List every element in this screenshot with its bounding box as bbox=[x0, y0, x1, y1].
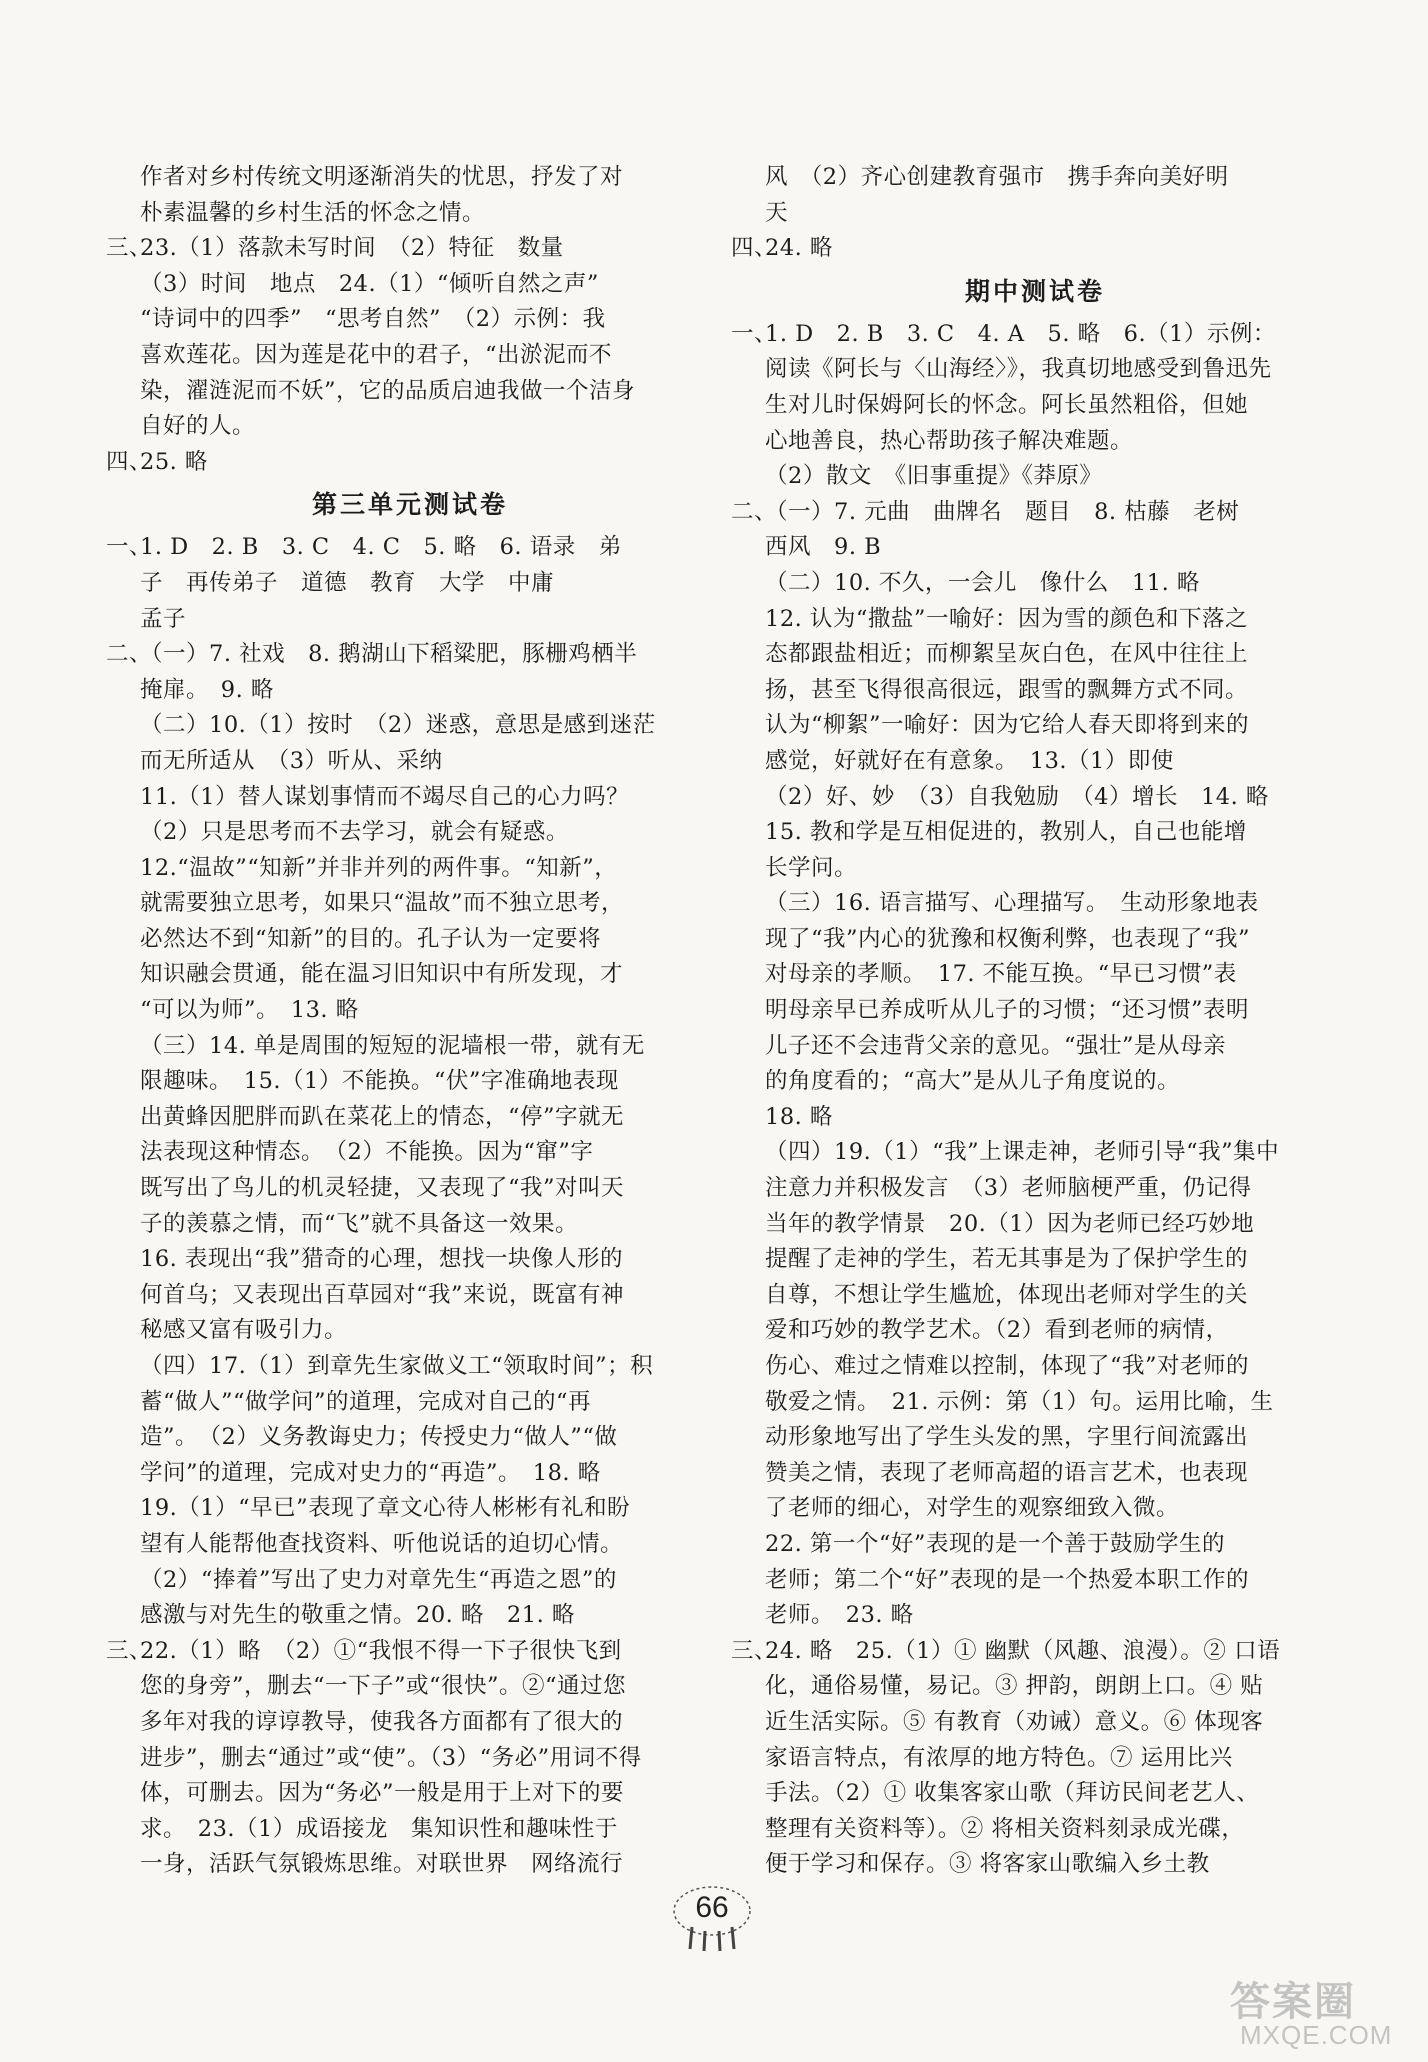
answer-line bbox=[140, 1171, 680, 1207]
answer-text: “诗词中的四季” “思考自然” （2）示例：我 bbox=[140, 306, 606, 333]
answer-text: （三）16. 语言描写、心理描写。 生动形象地表 bbox=[765, 890, 1259, 917]
answer-line bbox=[765, 1349, 1305, 1385]
answer-text: 伤心、难过之情难以控制，体现了“我”对老师的 bbox=[765, 1353, 1250, 1379]
answer-text: 24. 略 bbox=[765, 235, 833, 262]
answer-text: 进步”，删去“通过”或“使”。（3）“务必”用词不得 bbox=[140, 1744, 642, 1771]
answer-line bbox=[765, 851, 1305, 887]
answer-line bbox=[765, 922, 1305, 958]
answer-text: 25. 略 bbox=[140, 448, 208, 475]
answer-text: 15. 教和学是互相促进的，教别人，自己也能增 bbox=[765, 819, 1247, 846]
answer-text: （四）17.（1）到章先生家做义工“领取时间”；积 bbox=[140, 1353, 654, 1379]
section-title: 期中测试卷 bbox=[964, 276, 1105, 306]
answer-line bbox=[765, 1705, 1305, 1741]
answer-line bbox=[140, 744, 680, 780]
answer-text: 掩扉。 9. 略 bbox=[140, 676, 274, 703]
right-column bbox=[731, 160, 1305, 1883]
answer-line bbox=[765, 886, 1305, 922]
answer-text: 19.（1）“早已”表现了章文心待人彬彬有礼和盼 bbox=[140, 1495, 631, 1522]
answer-line bbox=[140, 815, 680, 851]
answer-line bbox=[765, 673, 1305, 709]
answer-line bbox=[106, 445, 680, 481]
answer-text: 动形象地写出了学生头发的黑，字里行间流露出 bbox=[765, 1424, 1249, 1451]
answer-line bbox=[765, 196, 1305, 232]
answer-text: 23.（1）落款未写时间 （2）特征 数量 bbox=[140, 235, 564, 262]
answer-line bbox=[765, 160, 1305, 196]
answer-text: （一）7. 元曲 曲牌名 题目 8. 枯藤 老树 bbox=[765, 498, 1240, 525]
answer-line bbox=[140, 886, 680, 922]
answer-line bbox=[106, 530, 680, 566]
answer-line bbox=[140, 1100, 680, 1136]
answer-text: 自尊，不想让学生尴尬，体现出老师对学生的关 bbox=[765, 1281, 1249, 1308]
answer-line bbox=[140, 1135, 680, 1171]
answer-text: 18. 略 bbox=[765, 1103, 833, 1130]
answer-line bbox=[765, 1135, 1305, 1171]
answer-line bbox=[140, 851, 680, 887]
answer-line bbox=[140, 1456, 680, 1492]
answer-text: 的角度看的；“高大”是从儿子角度说的。 bbox=[765, 1068, 1181, 1095]
answer-line bbox=[765, 1171, 1305, 1207]
answer-line bbox=[140, 1313, 680, 1349]
answer-text: 就需要独立思考，如果只“温故”而不独立思考， bbox=[140, 890, 625, 917]
watermark-url: MXQE.COM bbox=[1240, 2020, 1393, 2050]
answer-text: 1. D 2. B 3. C 4. C 5. 略 6. 语录 弟 bbox=[140, 534, 622, 561]
answer-text: （3）时间 地点 24.（1）“倾听自然之声” bbox=[140, 270, 599, 297]
answer-line bbox=[765, 1812, 1305, 1848]
answer-text: 天 bbox=[765, 199, 789, 226]
answer-line bbox=[140, 1563, 680, 1599]
answer-text: 限趣味。 15.（1）不能换。“伏”字准确地表现 bbox=[140, 1068, 619, 1095]
answer-text: 望有人能帮他查找资料、听他说话的迫切心情。 bbox=[140, 1530, 624, 1557]
answer-line bbox=[140, 957, 680, 993]
answer-text: 知识融会贯通，能在温习旧知识中有所发现，才 bbox=[140, 961, 624, 988]
section-number: 三、 bbox=[106, 1637, 153, 1664]
answer-line bbox=[765, 1669, 1305, 1705]
answer-text: 您的身旁”，删去“一下子”或“很快”。②“通过您 bbox=[140, 1673, 627, 1700]
answer-line bbox=[140, 1812, 680, 1848]
answer-line bbox=[765, 637, 1305, 673]
answer-text: 态都跟盐相近；而柳絮呈灰白色，在风中往往上 bbox=[765, 641, 1249, 668]
answer-text: 一身，活跃气氛锻炼思维。对联世界 网络流行 bbox=[140, 1851, 624, 1878]
answer-line bbox=[765, 1313, 1305, 1349]
answer-text: （二）10.（1）按时 （2）迷惑，意思是感到迷茫 bbox=[140, 712, 656, 739]
answer-text: 老师。 23. 略 bbox=[765, 1602, 914, 1629]
section-number: 二、 bbox=[106, 641, 153, 668]
answer-text: 蓄“做人”“做学问”的道理，完成对自己的“再 bbox=[140, 1388, 592, 1415]
answer-text: 多年对我的谆谆教导，使我各方面都有了很大的 bbox=[140, 1708, 624, 1735]
answer-text: 22. 第一个“好”表现的是一个善于鼓励学生的 bbox=[765, 1530, 1225, 1557]
answer-line bbox=[140, 1741, 680, 1777]
answer-text: 儿子还不会违背父亲的意见。“强壮”是从母亲 bbox=[765, 1032, 1227, 1059]
answer-line bbox=[765, 1598, 1305, 1634]
answer-line bbox=[731, 317, 1305, 353]
answer-text: 学问”的道理，完成对史力的“再造”。 18. 略 bbox=[140, 1459, 601, 1486]
answer-text: 了老师的细心，对学生的观察细致入微。 bbox=[765, 1495, 1180, 1522]
answer-line bbox=[140, 1385, 680, 1421]
answer-line bbox=[140, 566, 680, 602]
answer-line bbox=[765, 530, 1305, 566]
answer-text: 24. 略 25.（1）① 幽默（风趣、浪漫）。② 口语 bbox=[765, 1637, 1281, 1664]
answer-text: 孟子 bbox=[140, 605, 187, 632]
answer-text: （二）10. 不久，一会儿 像什么 11. 略 bbox=[765, 569, 1200, 596]
section-number: 四、 bbox=[106, 448, 153, 475]
answer-line bbox=[140, 1491, 680, 1527]
answer-line bbox=[765, 1491, 1305, 1527]
answer-line bbox=[765, 744, 1305, 780]
answer-line bbox=[140, 374, 680, 410]
answer-line bbox=[140, 1705, 680, 1741]
answer-line bbox=[765, 1847, 1305, 1883]
answer-line bbox=[140, 1207, 680, 1243]
answer-line bbox=[140, 993, 680, 1029]
section-number: 三、 bbox=[731, 1637, 778, 1664]
answer-line bbox=[765, 1100, 1305, 1136]
answer-line bbox=[140, 673, 680, 709]
answer-text: （2）只是思考而不去学习，就会有疑惑。 bbox=[140, 819, 569, 846]
answer-text: 便于学习和保存。③ 将客家山歌编入乡土教 bbox=[765, 1851, 1210, 1878]
answer-line bbox=[765, 780, 1305, 816]
answer-text: 12.“温故”“知新”并非并列的两件事。“知新”， bbox=[140, 854, 618, 881]
answer-text: 既写出了鸟儿的机灵轻捷，又表现了“我”对叫天 bbox=[140, 1175, 625, 1202]
answer-line bbox=[765, 1278, 1305, 1314]
answer-line bbox=[731, 495, 1305, 531]
answer-line bbox=[765, 1064, 1305, 1100]
answer-text: 现了“我”内心的犹豫和权衡利弊，也表现了“我” bbox=[765, 925, 1251, 952]
answer-text: 1. D 2. B 3. C 4. A 5. 略 6.（1）示例： bbox=[765, 320, 1276, 347]
answer-text: 16. 表现出“我”猎奇的心理，想找一块像人形的 bbox=[140, 1246, 623, 1273]
answer-text: 对母亲的孝顺。 17. 不能互换。“早已习惯”表 bbox=[765, 961, 1237, 988]
watermark-text: 答案圈 bbox=[1230, 1979, 1356, 2025]
answer-line bbox=[140, 1847, 680, 1883]
answer-text: 何首乌；又表现出百草园对“我”来说，既富有神 bbox=[140, 1281, 625, 1308]
answer-text: 作者对乡村传统文明逐渐消失的忧思，抒发了对 bbox=[140, 164, 624, 190]
page-number-badge bbox=[657, 1883, 767, 1953]
answer-text: 近生活实际。⑤ 有教育（劝诫）意义。⑥ 体现客 bbox=[765, 1708, 1264, 1735]
answer-text: 长学问。 bbox=[765, 854, 858, 881]
answer-line bbox=[140, 1064, 680, 1100]
answer-line bbox=[731, 1634, 1305, 1670]
answer-line bbox=[140, 1669, 680, 1705]
answer-text: 赞美之情，表现了老师高超的语言艺术，也表现 bbox=[765, 1459, 1249, 1486]
answer-text: （四）19.（1）“我”上课走神，老师引导“我”集中 bbox=[765, 1139, 1280, 1166]
answer-line bbox=[140, 409, 680, 445]
answer-text: 法表现这种情态。 （2）不能换。因为“窜”字 bbox=[140, 1139, 594, 1166]
answer-text: 12. 认为“撒盐”一喻好：因为雪的颜色和下落之 bbox=[765, 605, 1248, 632]
answer-text: 扬，甚至飞得很高很远，跟雪的飘舞方式不同。 bbox=[765, 676, 1249, 703]
answer-text: 喜欢莲花。因为莲是花中的君子，“出淤泥而不 bbox=[140, 341, 613, 368]
answer-line bbox=[140, 1278, 680, 1314]
answer-line bbox=[765, 388, 1305, 424]
answer-text: 感激与对先生的敬重之情。20. 略 21. 略 bbox=[140, 1602, 575, 1629]
answer-line bbox=[765, 1029, 1305, 1065]
section-number: 一、 bbox=[106, 534, 153, 561]
answer-text: （一）7. 社戏 8. 鹅湖山下稻粱肥，豚栅鸡栖半 bbox=[140, 641, 638, 668]
answer-text: 求。 23.（1）成语接龙 集知识性和趣味性于 bbox=[140, 1815, 618, 1842]
answer-line bbox=[140, 160, 680, 196]
answer-line bbox=[765, 459, 1305, 495]
answer-text: 造”。 （2）义务教诲史力；传授史力“做人”“做 bbox=[140, 1424, 618, 1451]
answer-text: 手法。（2）① 收集客家山歌（拜访民间老艺人、 bbox=[765, 1780, 1260, 1807]
page-number: 66 bbox=[695, 1891, 729, 1924]
answer-text: 整理有关资料等）。② 将相关资料刻录成光碟， bbox=[765, 1815, 1245, 1842]
answer-line bbox=[765, 352, 1305, 388]
answer-text: 朴素温馨的乡村生活的怀念之情。 bbox=[140, 199, 486, 226]
answer-text: 染，濯涟泥而不妖”，它的品质启迪我做一个洁身 bbox=[140, 377, 636, 404]
section-number: 三、 bbox=[106, 235, 153, 262]
answer-line bbox=[765, 1527, 1305, 1563]
answer-line bbox=[765, 1456, 1305, 1492]
answer-text: 认为“柳絮”一喻好：因为它给人春天即将到来的 bbox=[765, 712, 1250, 739]
section-number: 一、 bbox=[731, 320, 778, 347]
answer-line bbox=[765, 1420, 1305, 1456]
answer-line bbox=[765, 1776, 1305, 1812]
answer-line bbox=[106, 1634, 680, 1670]
answer-text: 11.（1）替人谋划事情而不竭尽自己的心力吗？ bbox=[140, 783, 630, 810]
answer-line bbox=[140, 1776, 680, 1812]
answer-line bbox=[140, 1598, 680, 1634]
answer-text: 阅读《阿长与〈山海经〉》，我真切地感受到鲁迅先 bbox=[765, 356, 1272, 383]
watermark-logo bbox=[1230, 1970, 1420, 2055]
answer-text: 而无所适从 （3）听从、采纳 bbox=[140, 747, 443, 774]
answer-text: （2）好、妙 （3）自我勉励 （4）增长 14. 略 bbox=[765, 783, 1269, 810]
answer-text: 秘感又富有吸引力。 bbox=[140, 1317, 348, 1344]
answer-text: 注意力并积极发言 （3）老师脑梗严重，仍记得 bbox=[765, 1175, 1252, 1202]
answer-line bbox=[140, 922, 680, 958]
answer-text: 敬爱之情。 21. 示例：第（1）句。运用比喻，生 bbox=[765, 1388, 1274, 1415]
answer-line bbox=[765, 1741, 1305, 1777]
answer-line bbox=[765, 815, 1305, 851]
answer-line bbox=[140, 1527, 680, 1563]
answer-text: 子的羡慕之情，而“飞”就不具备这一效果。 bbox=[140, 1210, 579, 1237]
answer-text: 自好的人。 bbox=[140, 413, 256, 440]
answer-text: 22.（1）略 （2）①“我恨不得一下子很快飞到 bbox=[140, 1637, 622, 1664]
answer-line bbox=[140, 1349, 680, 1385]
answer-line bbox=[140, 1242, 680, 1278]
answer-line bbox=[140, 196, 680, 232]
answer-text: （2）“捧着”写出了史力对章先生“再造之恩”的 bbox=[140, 1566, 617, 1593]
answer-line bbox=[765, 1385, 1305, 1421]
answer-line bbox=[140, 338, 680, 374]
answer-text: 子 再传弟子 道德 教育 大学 中庸 bbox=[140, 569, 555, 596]
left-column bbox=[106, 160, 680, 1883]
answer-line bbox=[765, 1207, 1305, 1243]
answer-line bbox=[106, 637, 680, 673]
answer-text: （三）14. 单是周围的短短的泥墙根一带，就有无 bbox=[140, 1032, 645, 1059]
answer-line bbox=[106, 231, 680, 267]
answer-text: 感觉，好就好在有意象。 13.（1）即使 bbox=[765, 747, 1174, 774]
answer-line bbox=[140, 267, 680, 303]
answer-text: 西风 9. B bbox=[765, 534, 882, 561]
answer-text: 当年的教学情景 20.（1）因为老师已经巧妙地 bbox=[765, 1210, 1255, 1237]
answer-text: 心地善良，热心帮助孩子解决难题。 bbox=[765, 427, 1134, 454]
answer-text: 生对儿时保姆阿长的怀念。阿长虽然粗俗，但她 bbox=[765, 391, 1249, 418]
answer-line bbox=[765, 566, 1305, 602]
section-title: 第三单元测试卷 bbox=[311, 490, 508, 520]
section-number: 四、 bbox=[731, 235, 778, 262]
answer-line bbox=[765, 1242, 1305, 1278]
answer-text: 风 （2）齐心创建教育强市 携手奔向美好明 bbox=[765, 164, 1229, 190]
answer-line bbox=[731, 231, 1305, 267]
answer-text: 出黄蜂因肥胖而趴在菜花上的情态，“停”字就无 bbox=[140, 1103, 625, 1130]
answer-text: （2）散文 《旧事重提》《莽原》 bbox=[765, 463, 1103, 490]
answer-text: 必然达不到“知新”的目的。孔子认为一定要将 bbox=[140, 925, 602, 952]
answer-line bbox=[765, 1563, 1305, 1599]
answer-line bbox=[140, 780, 680, 816]
answer-text: 爱和巧妙的教学艺术。（2）看到老师的病情， bbox=[765, 1317, 1229, 1344]
answer-text: 化，通俗易懂，易记。③ 押韵，朗朗上口。④ 贴 bbox=[765, 1673, 1264, 1700]
answer-line bbox=[140, 302, 680, 338]
answer-line bbox=[140, 1420, 680, 1456]
answer-text: 提醒了走神的学生，若无其事是为了保护学生的 bbox=[765, 1246, 1249, 1273]
answer-text: 老师；第二个“好”表现的是一个热爱本职工作的 bbox=[765, 1566, 1250, 1593]
answer-line bbox=[140, 602, 680, 638]
answer-text: 家语言特点，有浓厚的地方特色。⑦ 运用比兴 bbox=[765, 1744, 1233, 1771]
section-number: 二、 bbox=[731, 498, 778, 525]
answer-line bbox=[765, 957, 1305, 993]
answer-line bbox=[765, 993, 1305, 1029]
answer-text: 明母亲早已养成听从儿子的习惯；“还习惯”表明 bbox=[765, 997, 1250, 1024]
answer-text: “可以为师”。 13. 略 bbox=[140, 997, 359, 1024]
answer-line bbox=[765, 602, 1305, 638]
answer-line bbox=[765, 424, 1305, 460]
answer-line bbox=[140, 708, 680, 744]
answer-text: 体，可删去。因为“务必”一般是用于上对下的要 bbox=[140, 1780, 625, 1807]
answer-line bbox=[140, 1029, 680, 1065]
answer-line bbox=[765, 708, 1305, 744]
